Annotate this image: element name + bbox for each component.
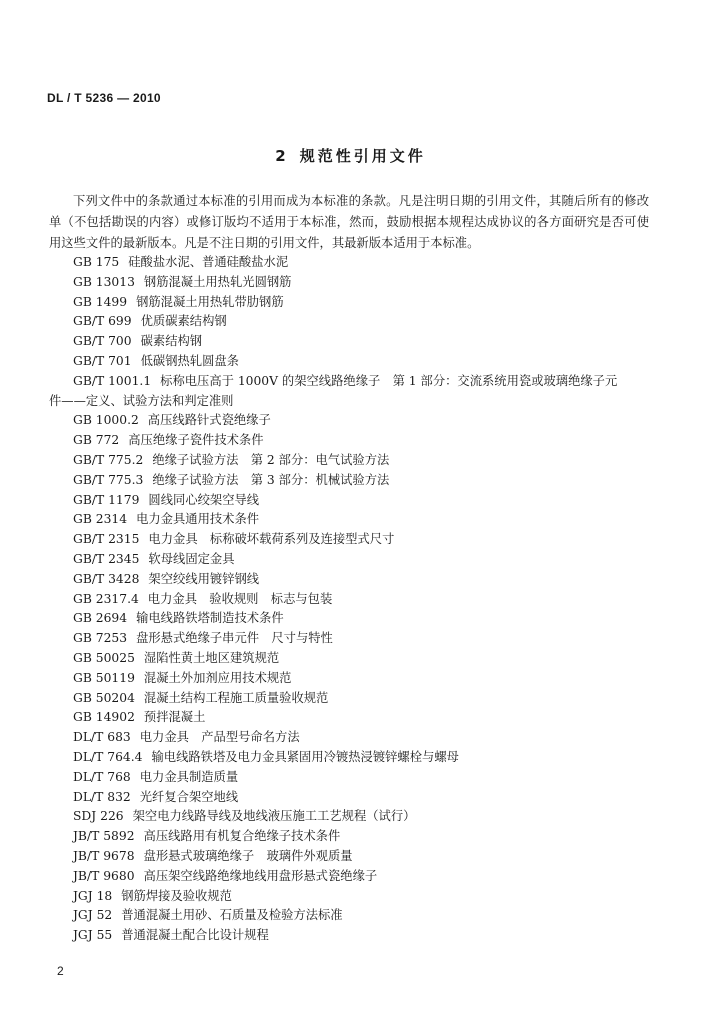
reference-code: GB/T 1179 [73, 492, 140, 507]
reference-code: JB/T 9680 [73, 868, 135, 883]
reference-title: 输电线路铁塔及电力金具紧固用冷镀热浸镀锌螺栓与螺母 [151, 750, 459, 764]
reference-item [73, 570, 259, 588]
reference-code: GB/T 700 [73, 334, 132, 349]
reference-item [73, 550, 235, 568]
reference-item [73, 847, 353, 865]
reference-code: GB 2317.4 [73, 591, 139, 606]
reference-code: DL/T 768 [73, 769, 131, 784]
reference-item [73, 451, 389, 469]
reference-code: DL/T 832 [73, 789, 131, 804]
reference-item [73, 372, 617, 390]
reference-code: GB/T 699 [73, 314, 132, 329]
reference-title: 标称电压高于 1000V 的架空线路绝缘子 第 1 部分：交流系统用瓷或玻璃绝缘子元 [160, 373, 618, 388]
reference-item [73, 530, 394, 548]
reference-item [73, 827, 340, 845]
reference-item [73, 352, 239, 370]
reference-code: GB 1499 [73, 294, 128, 309]
reference-item [73, 867, 377, 885]
reference-title: 电力金具 产品型号命名方法 [139, 730, 300, 745]
reference-code: GB 50025 [73, 651, 135, 665]
reference-code: JGJ 18 [73, 888, 113, 903]
section-title-text: 规范性引用文件 [299, 147, 426, 165]
reference-title: 普通混凝土配合比设计规程 [121, 928, 269, 943]
reference-code: SDJ 226 [73, 809, 124, 824]
reference-item [73, 312, 227, 330]
reference-code: JB/T 5892 [73, 829, 135, 844]
reference-item [73, 768, 238, 786]
reference-item [73, 887, 232, 905]
reference-title: 绝缘子试验方法 第 3 部分：机械试验方法 [152, 472, 390, 487]
reference-code: GB 14902 [73, 710, 135, 725]
reference-title: 电力金具通用技术条件 [136, 512, 260, 527]
reference-code: GB 7253 [73, 631, 128, 646]
reference-title: 软母线固定金具 [148, 552, 235, 566]
page-number: 2 [57, 964, 64, 978]
reference-code: GB/T 775.2 [73, 453, 144, 467]
reference-title: 碳素结构钢 [140, 334, 203, 349]
reference-item [73, 411, 271, 429]
reference-title: 钢筋混凝土用热轧带肋钢筋 [136, 294, 284, 309]
reference-item [73, 708, 205, 726]
reference-item [73, 728, 300, 746]
reference-item [73, 273, 291, 291]
reference-item [73, 649, 279, 667]
reference-title: 低碳钢热轧圆盘条 [140, 354, 239, 368]
reference-title: 绝缘子试验方法 第 2 部分：电气试验方法 [152, 453, 390, 467]
reference-item [73, 748, 459, 766]
reference-title: 混凝土外加剂应用技术规范 [143, 670, 292, 685]
reference-title: 普通混凝土用砂、石质量及检验方法标准 [121, 908, 343, 923]
reference-title: 盘形悬式玻璃绝缘子 玻璃件外观质量 [143, 849, 353, 863]
reference-title: 优质碳素结构钢 [140, 314, 227, 329]
reference-title: 高压线路针式瓷绝缘子 [147, 413, 271, 428]
reference-code: GB 2314 [73, 512, 128, 527]
reference-title: 高压绝缘子瓷件技术条件 [128, 433, 264, 448]
reference-title: 盘形悬式绝缘子串元件 尺寸与特性 [136, 631, 333, 646]
reference-code: GB 50204 [73, 690, 135, 705]
reference-item [73, 807, 415, 825]
reference-code: GB 1000.2 [73, 413, 139, 428]
reference-code: GB/T 701 [73, 354, 132, 368]
reference-item [73, 253, 288, 271]
reference-item [73, 332, 202, 350]
reference-code: DL/T 683 [73, 730, 131, 745]
reference-code: GB 13013 [73, 274, 135, 289]
reference-code: DL/T 764.4 [73, 750, 143, 764]
reference-title: 光纤复合架空地线 [139, 789, 239, 804]
reference-title: 电力金具 标称破坏载荷系列及连接型式尺寸 [148, 532, 395, 547]
reference-title-continuation: 件——定义、试验方法和判定准则 [49, 393, 234, 408]
reference-title: 钢筋焊接及验收规范 [121, 888, 232, 903]
reference-item [73, 431, 264, 449]
intro-paragraph: 下列文件中的条款通过本标准的引用而成为本标准的条款。凡是注明日期的引用文件，其随后所有的修改单（不包括勘误的内容）或修订版均不适用于本标准，然而，鼓励根据本规程达成协议的各方面研究是否可使用这些文件的最新版本。凡是不注日期的引用文件，其最新版本适用于本标准。 [49, 194, 649, 250]
reference-title: 硅酸盐水泥、普通硅酸盐水泥 [128, 255, 289, 269]
reference-item [73, 926, 269, 944]
reference-code: JGJ 55 [73, 928, 113, 943]
reference-title: 混凝土结构工程施工质量验收规范 [143, 690, 329, 705]
reference-title: 圆线同心绞架空导线 [148, 492, 260, 507]
reference-code: GB/T 2345 [73, 552, 140, 566]
reference-item [73, 491, 259, 509]
reference-code: GB 175 [73, 255, 120, 269]
reference-title: 高压架空线路绝缘地线用盘形悬式瓷绝缘子 [143, 868, 378, 883]
document-code-header: DL / T 5236 — 2010 [47, 91, 161, 105]
reference-code: JB/T 9678 [73, 849, 135, 863]
reference-item [73, 609, 284, 627]
reference-title: 电力金具 验收规则 标志与包装 [147, 591, 333, 606]
reference-title: 架空绞线用镀锌钢线 [148, 571, 260, 586]
reference-code: GB/T 2315 [73, 532, 140, 547]
reference-item [73, 689, 328, 707]
reference-item [73, 471, 389, 489]
reference-code: GB 50119 [73, 670, 135, 685]
reference-item [73, 590, 332, 608]
reference-item [73, 906, 343, 924]
reference-title: 电力金具制造质量 [139, 769, 239, 784]
reference-item [73, 629, 333, 647]
reference-item [73, 669, 291, 687]
reference-title: 输电线路铁塔制造技术条件 [136, 611, 284, 626]
reference-code: GB 2694 [73, 611, 128, 626]
reference-code: JGJ 52 [73, 908, 113, 923]
reference-code: GB 772 [73, 433, 120, 448]
reference-code: GB/T 775.3 [73, 472, 144, 487]
reference-title: 预拌混凝土 [143, 710, 206, 725]
section-number: 2 [275, 147, 286, 165]
reference-item [73, 510, 259, 528]
reference-code: GB/T 1001.1 [73, 373, 152, 388]
section-title [0, 145, 701, 166]
reference-title: 湿陷性黄土地区建筑规范 [143, 651, 280, 665]
reference-title: 架空电力线路导线及地线液压施工工艺规程（试行） [132, 809, 416, 824]
reference-title: 高压线路用有机复合绝缘子技术条件 [143, 829, 341, 844]
reference-item [73, 788, 238, 806]
reference-code: GB/T 3428 [73, 571, 140, 586]
reference-title: 钢筋混凝土用热轧光圆钢筋 [143, 274, 292, 289]
reference-item [73, 293, 284, 311]
